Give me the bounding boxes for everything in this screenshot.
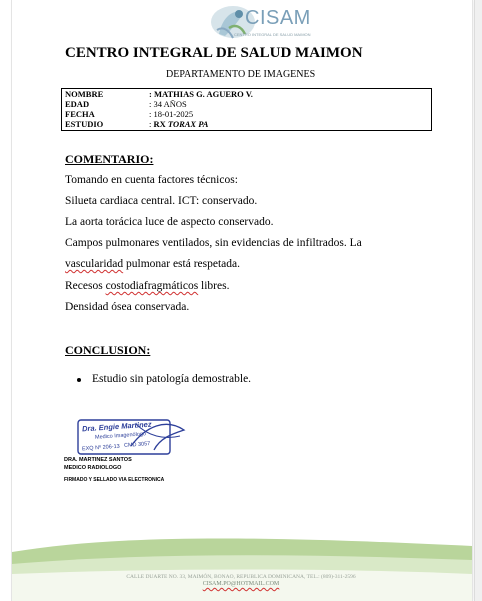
footer-address: CALLE DUARTE NO. 33, MAIMÓN, BONAO, REPUBLICA DOMINICANA, TEL.: (809)-311-2596 [126, 574, 356, 580]
bullet-icon [77, 378, 81, 382]
comment-line: Recesos costodiafragmáticos libres. [65, 280, 230, 292]
stamp-cmd: CMD 3057 [123, 441, 151, 449]
info-label: FECHA [65, 109, 95, 119]
conclusion-item-text: Estudio sin patología demostrable. [92, 373, 252, 385]
comment-line: Silueta cardiaca central. ICT: conservado. [65, 195, 258, 207]
doctor-name: DRA. MARTINEZ SANTOS [64, 457, 132, 463]
info-label: ESTUDIO [65, 119, 104, 129]
info-value: : 34 AÑOS [149, 99, 187, 109]
stamp-exq: EXQ Nº 206-13 [81, 443, 120, 453]
comment-line: vascularidad pulmonar está respetada. [65, 258, 240, 270]
scrollbar[interactable] [474, 0, 482, 601]
comment-line: Densidad ósea conservada. [65, 301, 190, 313]
info-label: EDAD [65, 99, 90, 109]
info-value: : MATHIAS G. AGUERO V. [149, 89, 253, 99]
doctor-title: MEDICO RADIOLOGO [64, 465, 122, 471]
signature-note: FIRMADO Y SELLADO VIA ELECTRONICA [64, 477, 165, 483]
info-value: : RX TORAX PA [149, 119, 209, 129]
footer-wave [12, 538, 472, 601]
stamp-title: Medico Imagenólogo [94, 431, 147, 441]
info-label: NOMBRE [65, 89, 104, 99]
org-title: CENTRO INTEGRAL DE SALUD MAIMON [65, 45, 363, 61]
logo-subtitle: CENTRO INTEGRAL DE SALUD MAIMON [234, 32, 311, 37]
logo-text: CISAM [245, 7, 311, 29]
conclusion-heading: CONCLUSION: [65, 343, 151, 357]
comment-line: Campos pulmonares ventilados, sin evidencias de infiltrados. La [65, 237, 362, 249]
comment-line: Tomando en cuenta factores técnicos: [65, 174, 238, 186]
stamp-name: Dra. Engie Martinez [81, 419, 152, 434]
patient-info-box [61, 88, 432, 131]
comment-heading: COMENTARIO: [65, 152, 154, 166]
department-title: DEPARTAMENTO DE IMAGENES [166, 69, 316, 80]
footer-email: CISAM.PO@HOTMAIL.COM [202, 581, 280, 587]
comment-line: La aorta torácica luce de aspecto conservado. [65, 216, 274, 228]
info-value: : 18-01-2025 [149, 109, 194, 119]
